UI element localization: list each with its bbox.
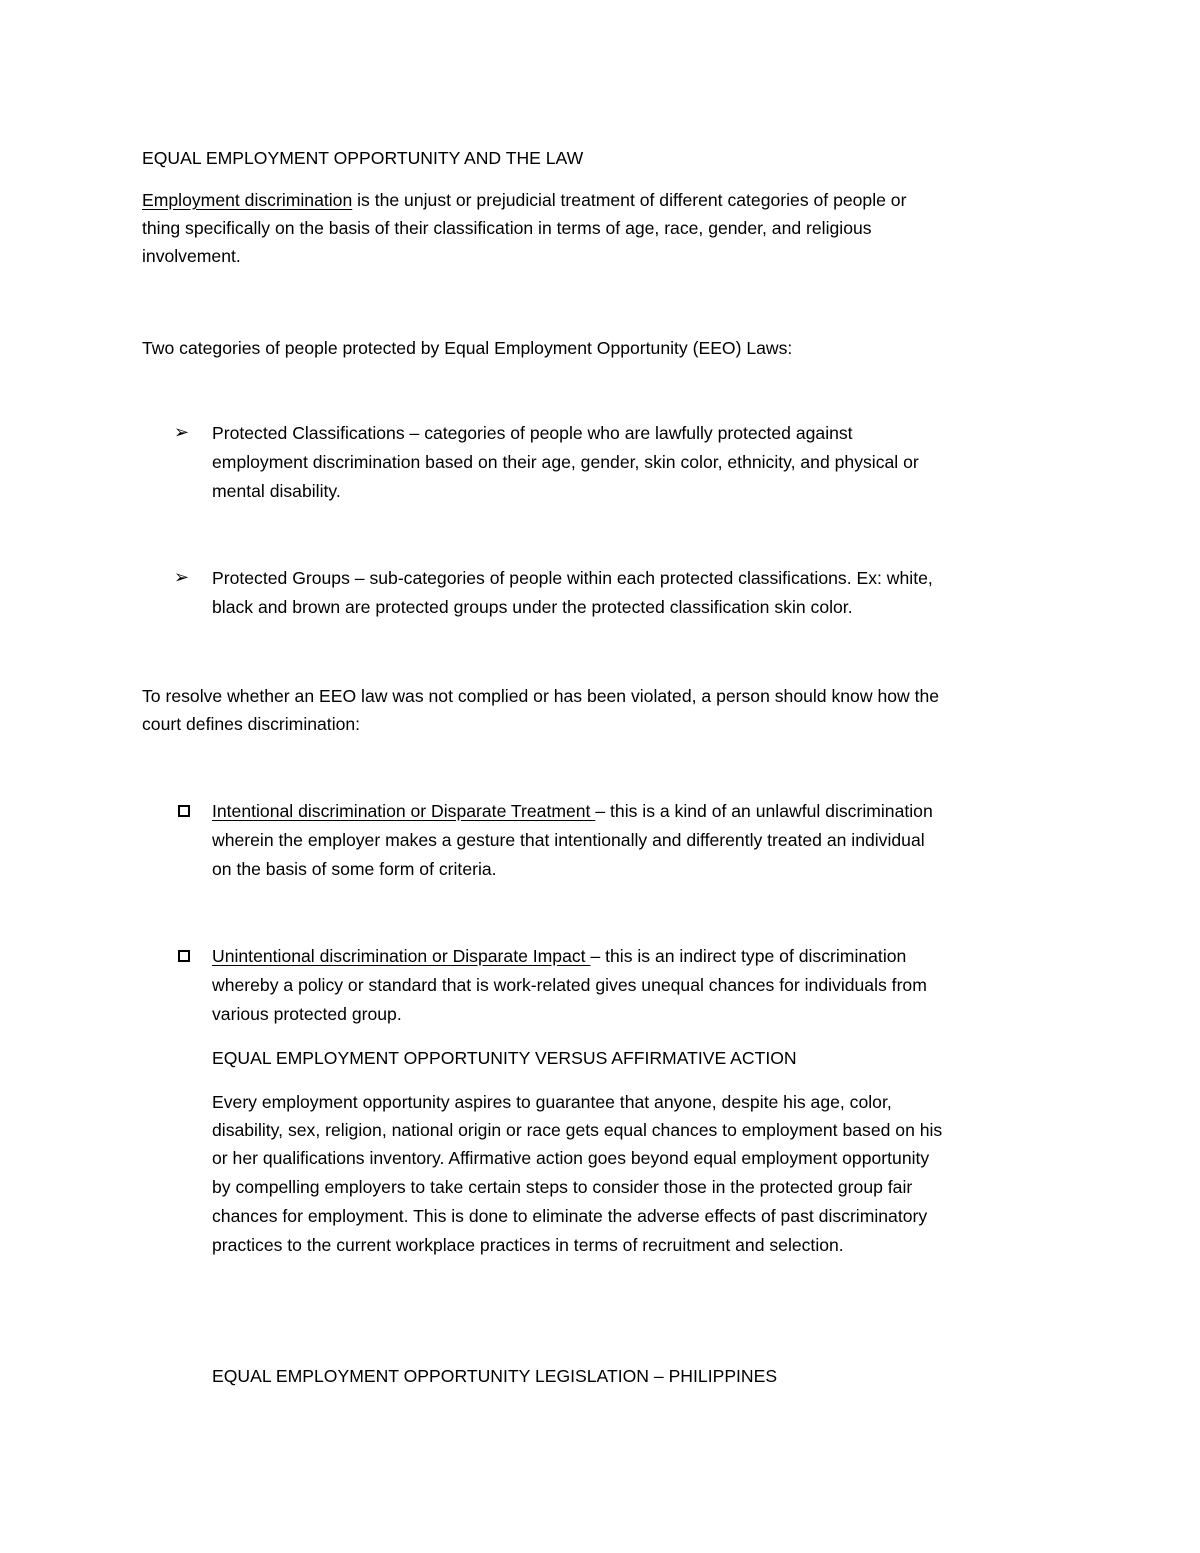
checkbox-bullet-icon (178, 805, 190, 817)
bullet-protected-classifications-line-3: mental disability. (212, 481, 341, 501)
section-heading-eeo-legislation: EQUAL EMPLOYMENT OPPORTUNITY LEGISLATION – PHILIPPINES (212, 1366, 778, 1386)
affirmative-line-1: Every employment opportunity aspires to guarantee that anyone, despite his age, color, (212, 1092, 892, 1112)
section-heading-eeo-vs-affirmative: EQUAL EMPLOYMENT OPPORTUNITY VERSUS AFFIRMATIVE ACTION (212, 1048, 797, 1068)
intro-line-2: thing specifically on the basis of their classification in terms of age, race, gender, and religious (142, 218, 872, 238)
term-employment-discrimination: Employment discrimination (142, 190, 353, 210)
resolve-line-1: To resolve whether an EEO law was not complied or has been violated, a person should know how the (142, 686, 940, 706)
affirmative-line-5: chances for employment. This is done to eliminate the adverse effects of past discriminatory (212, 1206, 928, 1226)
term-disparate-treatment: Intentional discrimination or Disparate Treatment (212, 801, 596, 821)
term-disparate-impact: Unintentional discrimination or Disparate Impact (212, 946, 591, 966)
affirmative-line-3: or her qualifications inventory. Affirmative action goes beyond equal employment opportunity (212, 1148, 930, 1168)
checkbox-bullet-icon (178, 950, 190, 962)
check-unintentional-line-3: various protected group. (212, 1004, 402, 1024)
arrow-bullet-icon: ➢ (174, 422, 190, 442)
check-unintentional-line-2: whereby a policy or standard that is work-related gives unequal chances for individuals from (212, 975, 927, 995)
affirmative-line-2: disability, sex, religion, national origin or race gets equal chances to employment based on his (212, 1120, 943, 1140)
bullet-protected-classifications-line-2: employment discrimination based on their age, gender, skin color, ethnicity, and physical or (212, 452, 919, 472)
bullet-protected-classifications-line-1: Protected Classifications – categories of people who are lawfully protected against (212, 423, 853, 443)
bullet-protected-groups-line-1: Protected Groups – sub-categories of people within each protected classifications. Ex: white, (212, 568, 933, 588)
affirmative-line-6: practices to the current workplace practices in terms of recruitment and selection. (212, 1235, 844, 1255)
check-intentional-line-1: Intentional discrimination or Disparate Treatment – this is a kind of an unlawful discrimination (212, 801, 933, 821)
intro-line-3: involvement. (142, 246, 241, 266)
resolve-line-2: court defines discrimination: (142, 714, 361, 734)
arrow-bullet-icon: ➢ (174, 567, 190, 587)
check-intentional-line-3: on the basis of some form of criteria. (212, 859, 497, 879)
intro-line-1: Employment discrimination is the unjust or prejudicial treatment of different categories of people or (142, 190, 907, 210)
affirmative-line-4: by compelling employers to take certain steps to consider those in the protected group fair (212, 1177, 913, 1197)
bullet-protected-groups-line-2: black and brown are protected groups under the protected classification skin color. (212, 597, 853, 617)
section-heading-eeo-law: EQUAL EMPLOYMENT OPPORTUNITY AND THE LAW (142, 148, 584, 168)
check-intentional-line-2: wherein the employer makes a gesture that intentionally and differently treated an individual (212, 830, 925, 850)
check-unintentional-line-1: Unintentional discrimination or Disparate Impact – this is an indirect type of discrimination (212, 946, 907, 966)
categories-intro: Two categories of people protected by Equal Employment Opportunity (EEO) Laws: (142, 338, 793, 358)
